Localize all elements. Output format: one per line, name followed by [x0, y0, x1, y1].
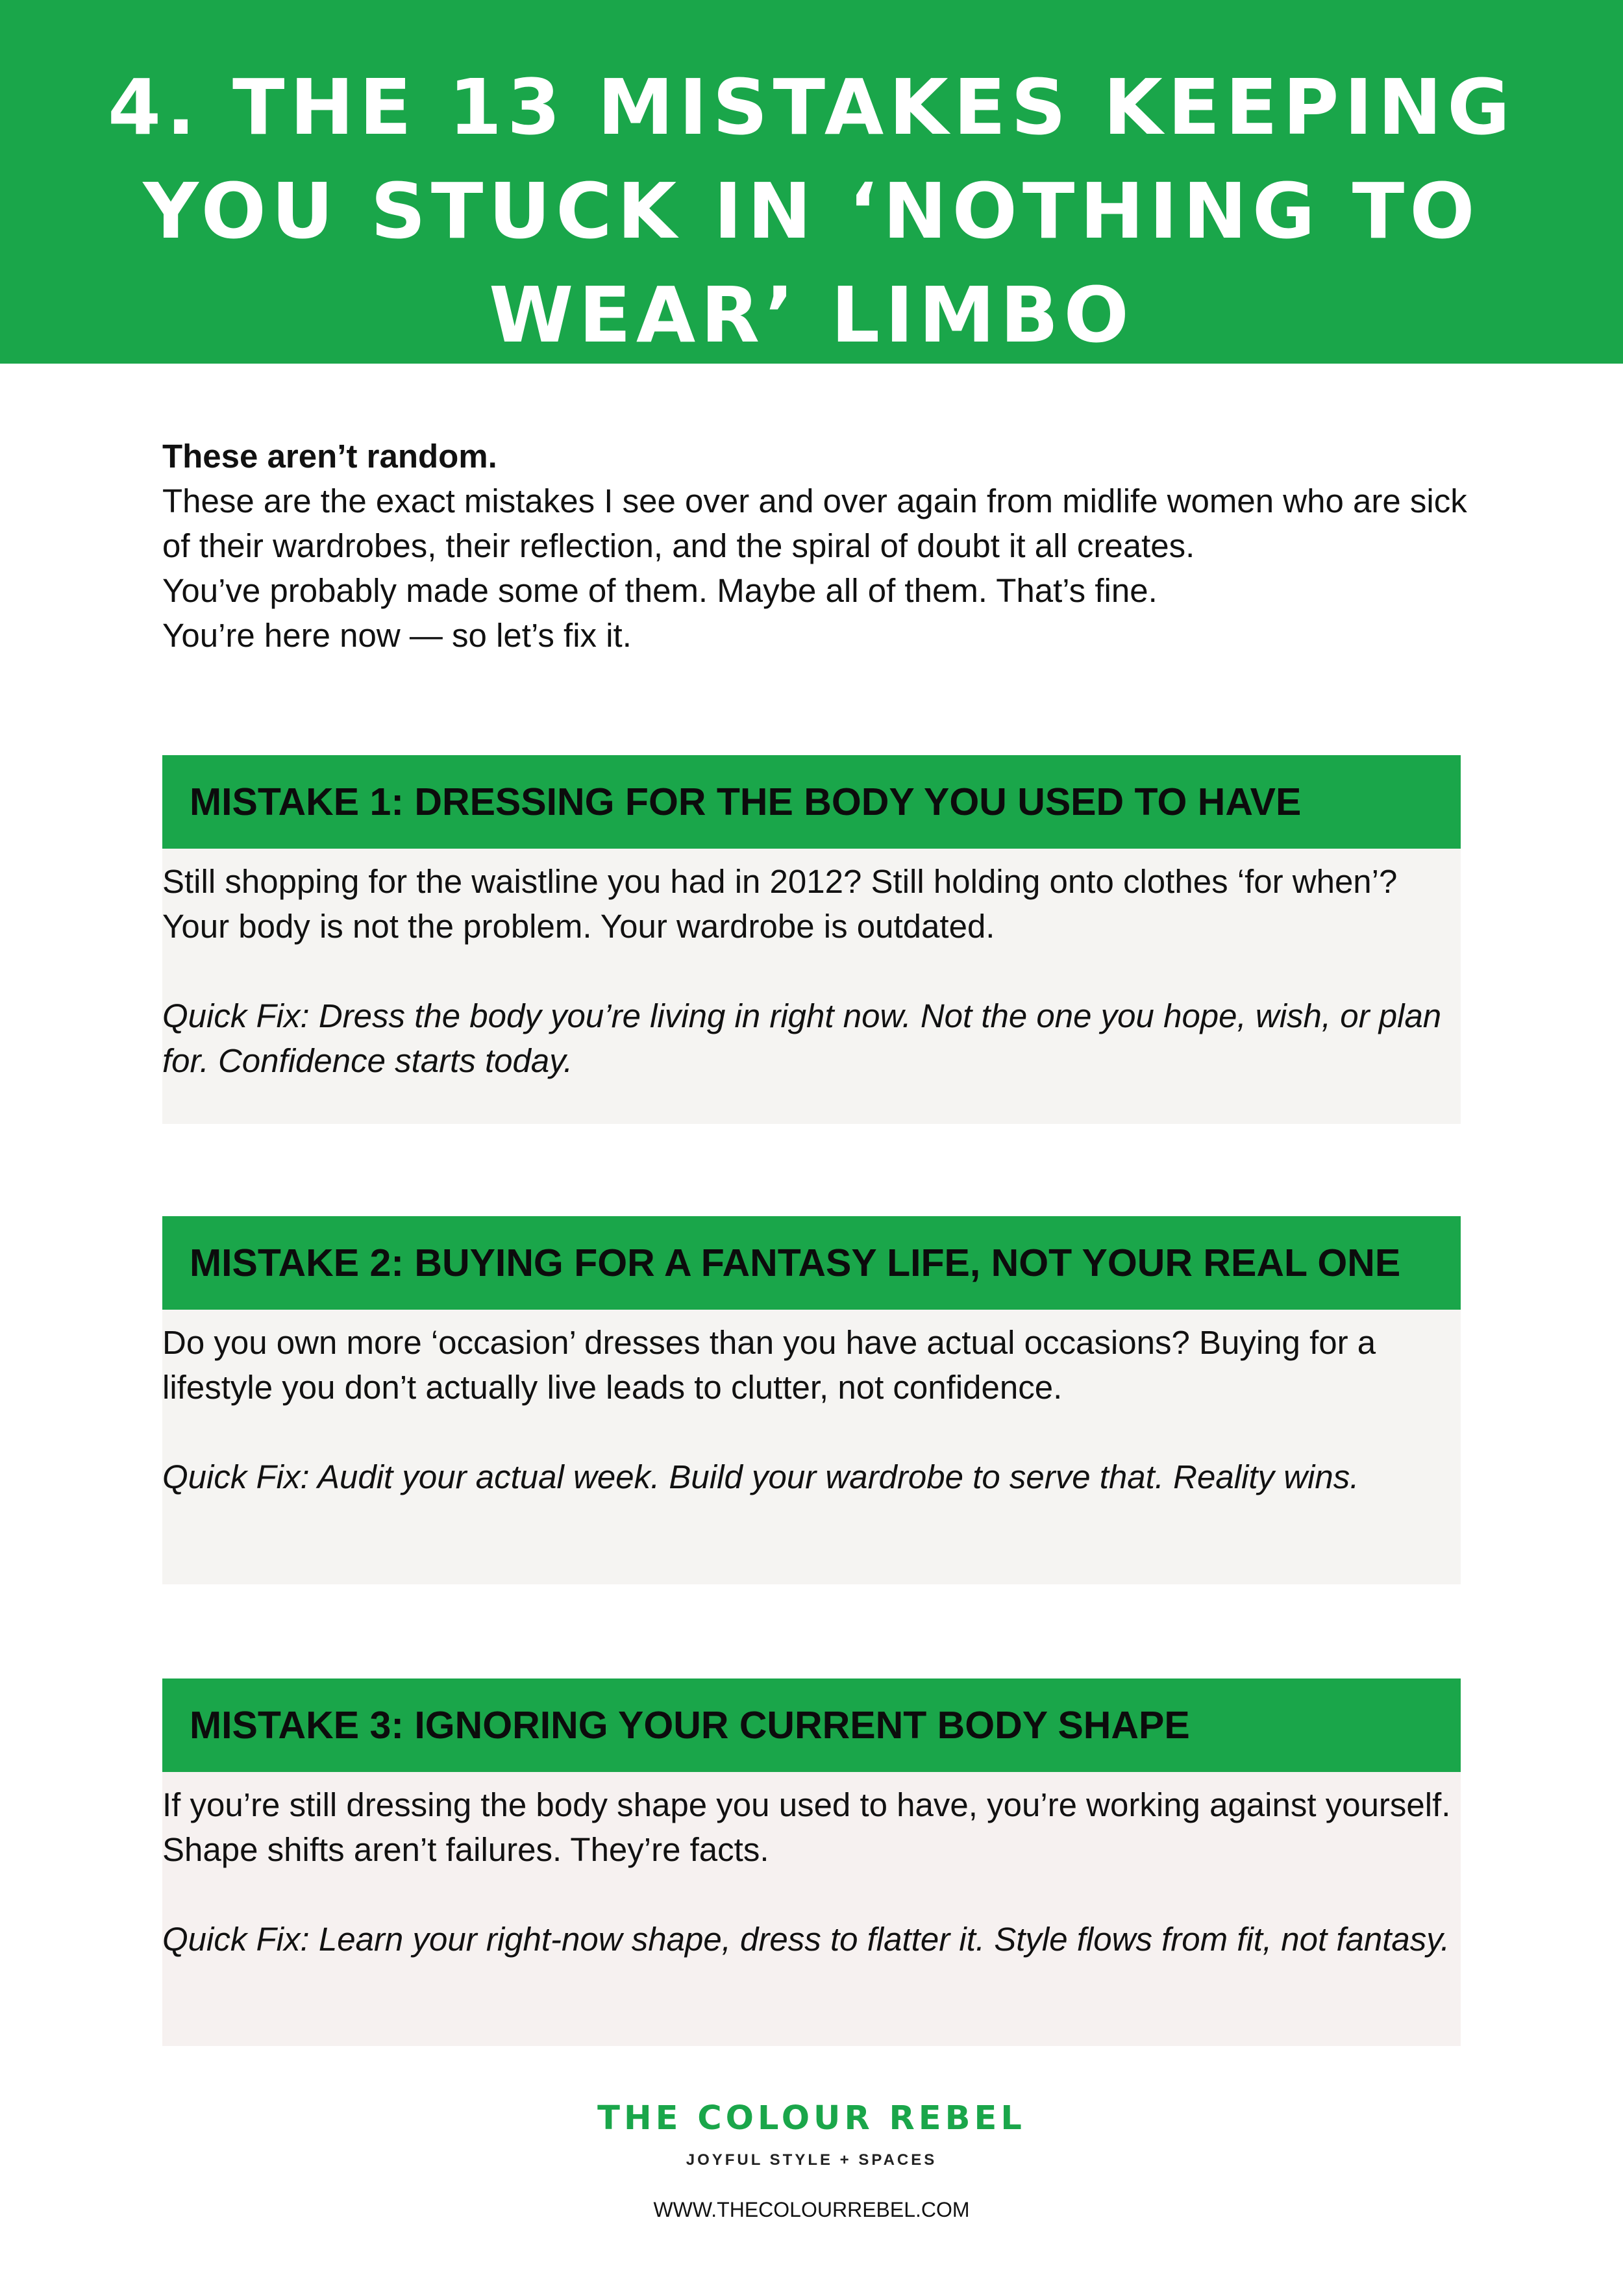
website-link[interactable]: WWW.THECOLOURREBEL.COM — [653, 2198, 970, 2221]
mistake-1-text: Your body is not the problem. Your wardrobe is outdated. — [162, 908, 995, 945]
mistake-1-quick-fix: Quick Fix: Dress the body you’re living in right now. Not the one you hope, wish, or plan for. Confidence starts today. — [162, 997, 1442, 1079]
intro-section — [162, 434, 1474, 658]
mistake-2-panel — [162, 1310, 1461, 1584]
mistake-3-panel — [162, 1772, 1461, 2046]
mistake-3-heading: MISTAKE 3: IGNORING YOUR CURRENT BODY SHAPE — [162, 1678, 1461, 1772]
intro-paragraph: You’re here now — so let’s fix it. — [162, 617, 632, 654]
mistake-1-text: Still shopping for the waistline you had in 2012? Still holding onto clothes ‘for when’? — [162, 863, 1398, 900]
mistake-3-text: If you’re still dressing the body shape you used to have, you’re working against yourself. Shape shifts aren’t failures. They’re facts. — [162, 1786, 1451, 1868]
intro-lead: These aren’t random. — [162, 438, 497, 475]
mistake-1-panel — [162, 849, 1461, 1124]
intro-paragraph: You’ve probably made some of them. Maybe all of them. That’s fine. — [162, 572, 1158, 609]
page-title — [0, 55, 1623, 367]
mistake-2-heading: MISTAKE 2: BUYING FOR A FANTASY LIFE, NOT YOUR REAL ONE — [162, 1216, 1461, 1310]
brand-tagline: JOYFUL STYLE + SPACES — [686, 2151, 937, 2169]
brand-logo-text: THE COLOUR REBEL — [597, 2099, 1026, 2138]
page-title-line: 4. THE 13 MISTAKES KEEPING — [108, 62, 1515, 152]
mistake-1-heading: MISTAKE 1: DRESSING FOR THE BODY YOU USED TO HAVE — [162, 755, 1461, 849]
mistake-2-text: Do you own more ‘occasion’ dresses than you have actual occasions? Buying for a lifestyle you don’t actually live leads to clutter, not confidence. — [162, 1324, 1376, 1406]
mistake-2-quick-fix: Quick Fix: Audit your actual week. Build your wardrobe to serve that. Reality wins. — [162, 1458, 1359, 1495]
paragraph-gap — [162, 1872, 1461, 1917]
page-title-line: YOU STUCK IN ‘NOTHING TO — [143, 166, 1480, 256]
paragraph-gap — [162, 949, 1461, 993]
intro-paragraph: These are the exact mistakes I see over and over again from midlife women who are sick of their wardrobes, their reflection, and the spiral of doubt it all creates. — [162, 482, 1467, 564]
title-banner — [0, 0, 1623, 364]
page-title-line: WEAR’ LIMBO — [489, 270, 1134, 360]
mistake-3-quick-fix: Quick Fix: Learn your right-now shape, dress to flatter it. Style flows from fit, not fantasy. — [162, 1921, 1450, 1958]
paragraph-gap — [162, 1410, 1461, 1454]
